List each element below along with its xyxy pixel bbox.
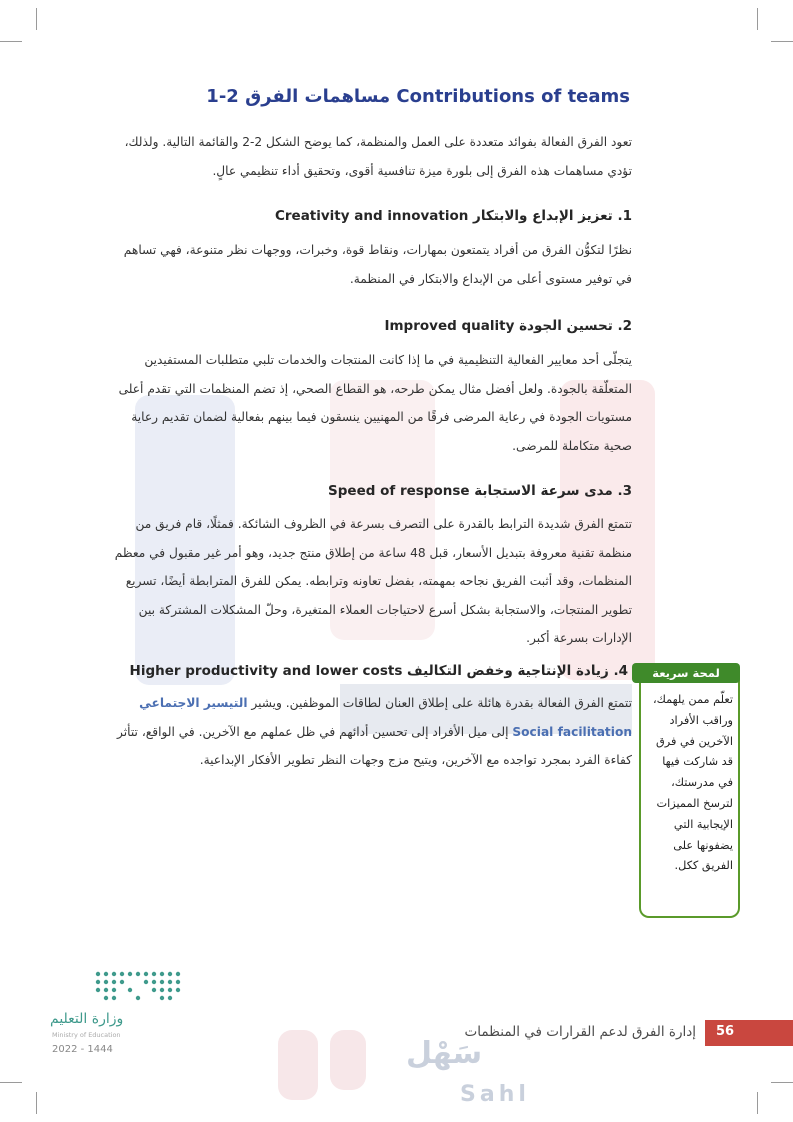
footer-watermark-shape bbox=[330, 1030, 366, 1090]
item-body-speed: تتمتع الفرق شديدة الترابط بالقدرة على التصرف بسرعة في الظروف الشائكة. فمثلًا، قام فريق من منظمة تقنية معروفة بتبديل الأسعار، قبل 48 ساعة من إطلاق منتج جديد، وهو أمر غير مقبول في معظم المنظمات، وقد أثبت الفريق نجاحه بمهمته، بفضل تعاونه وترابطه. يمكن للفرق المترابطة أيضًا، تسريع تطوير المنتجات، والاستجابة بشكل أسرع لاحتياجات العملاء المتغيرة، وحلّ المشكلات المشتركة بين الإدارات بسرعة أكبر. bbox=[114, 517, 632, 645]
body-text-part2: إلى ميل الأفراد إلى تحسين أدائهم في ظل عملهم مع الآخرين. في الواقع، تتأثر كفاءة الفرد بمجرد تواجده مع الآخرين، ويتيح مزج وجهات النظر تطوير الأفكار الإبداعية. bbox=[117, 724, 632, 767]
quick-glance-text: تعلّم ممن يلهمك، وراقب الأفراد الآخرين في فرق قد شاركت فيها في مدرستك، لترسخ المميزات الإيجابية التي يضفونها على الفريق ككل. bbox=[652, 693, 733, 873]
crop-mark bbox=[771, 1082, 793, 1083]
ministry-name-english: Ministry of Education bbox=[52, 1031, 121, 1039]
item-body-creativity: نظرًا لتكوُّن الفرق من أفراد يتمتعون بمهارات، ونقاط قوة، وخبرات، ووجهات نظر متنوعة، فهي تساهم في توفير مستوى أعلى من الإبداع والابتكار في المنظمة. bbox=[123, 243, 632, 286]
ministry-name-arabic: وزارة التعليم bbox=[50, 1011, 124, 1027]
crop-mark bbox=[36, 1092, 37, 1114]
item-heading-productivity: 4. زيادة الإنتاجية وخفض التكاليف Higher productivity and lower costs bbox=[129, 663, 628, 679]
crop-mark bbox=[0, 1082, 22, 1083]
body-text-part1: تتمتع الفرق الفعالة بقدرة هائلة على إطلاق العنان لطاقات الموظفين. ويشير bbox=[247, 696, 632, 710]
intro-paragraph: تعود الفرق الفعالة بفوائد متعددة على العمل والمنظمة، كما يوضح الشكل 2-2 والقائمة التالية. ولذلك، تؤدي مساهمات هذه الفرق إلى بلورة ميزة تنافسية أقوى، وتحقيق أداء تنظيمي عالٍ. bbox=[124, 135, 632, 178]
crop-mark bbox=[36, 8, 37, 30]
ministry-logo-icon bbox=[92, 968, 184, 1008]
crop-mark bbox=[0, 41, 22, 42]
item-heading-speed: 3. مدى سرعة الاستجابة Speed of response bbox=[328, 483, 632, 499]
crop-mark bbox=[771, 41, 793, 42]
ministry-year: 2022 - 1444 bbox=[52, 1044, 113, 1055]
item-body-productivity bbox=[110, 689, 632, 775]
quick-glance-label: لمحة سريعة bbox=[632, 663, 740, 683]
chapter-title: إدارة الفرق لدعم القرارات في المنظمات bbox=[464, 1024, 696, 1040]
section-title: Contributions of teams مساهمات الفرق 2-1 bbox=[206, 86, 630, 107]
item-heading-quality: 2. تحسين الجودة Improved quality bbox=[384, 318, 632, 334]
item-body-quality: يتجلّى أحد معايير الفعالية التنظيمية في ما إذا كانت المنتجات والخدمات تلبي متطلبات المستفيدين المتعلّقة بالجودة. ولعل أفضل مثال يمكن طرحه، هو القطاع الصحي، إذ تضم المنظمات التي تقدم أعلى مستويات الجودة في رعاية المرضى فرقًا من المهنيين ينسقون فيما بينهم بفعالية لضمان تقديم رعاية صحية متكاملة للمرضى. bbox=[118, 353, 632, 453]
sahl-watermark-arabic: سَهْل bbox=[406, 1036, 483, 1071]
item-heading-creativity: 1. تعزيز الإبداع والابتكار Creativity and innovation bbox=[274, 208, 632, 224]
crop-mark bbox=[757, 1092, 758, 1114]
sahl-watermark-english: Sahl bbox=[460, 1082, 530, 1107]
page-number: 56 bbox=[716, 1024, 735, 1039]
footer-watermark-shape bbox=[278, 1030, 318, 1100]
social-facilitation-term: التيسير الاجتماعي Social facilitation bbox=[139, 696, 632, 739]
crop-mark bbox=[757, 8, 758, 30]
